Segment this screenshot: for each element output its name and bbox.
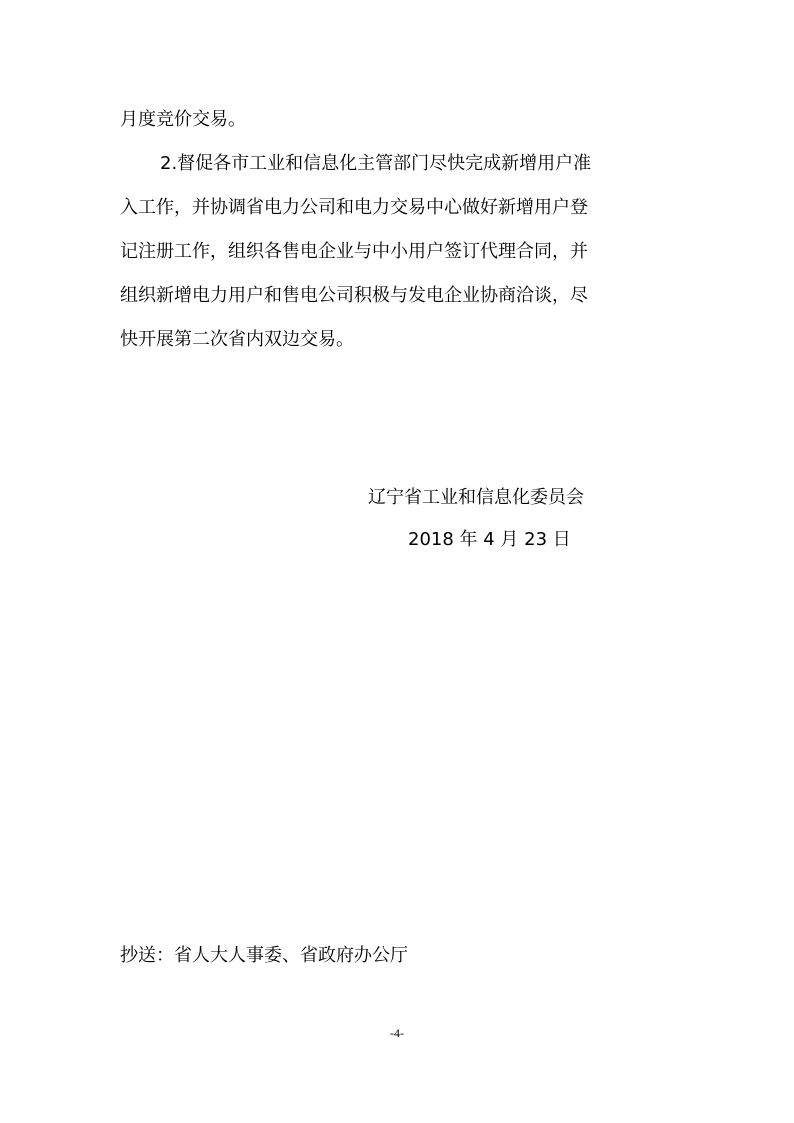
body-line: 快开展第二次省内双边交易。 — [120, 329, 354, 350]
cc-line: 抄送：省人大人事委、省政府办公厅 — [120, 945, 408, 966]
body-line: 记注册工作，组织各售电企业与中小用户签订代理合同，并 — [120, 241, 588, 262]
body-line: 组织新增电力用户和售电公司积极与发电企业协商洽谈，尽 — [120, 285, 588, 306]
page-number: -4- — [390, 1026, 404, 1040]
issue-date: 2018 年 4 月 23 日 — [408, 529, 571, 550]
issuing-organization: 辽宁省工业和信息化委员会 — [368, 487, 584, 508]
body-line: 入工作，并协调省电力公司和电力交易中心做好新增用户登 — [120, 197, 588, 218]
body-line: 月度竞价交易。 — [120, 109, 246, 130]
body-line: 2.督促各市工业和信息化主管部门尽快完成新增用户准 — [160, 153, 592, 174]
